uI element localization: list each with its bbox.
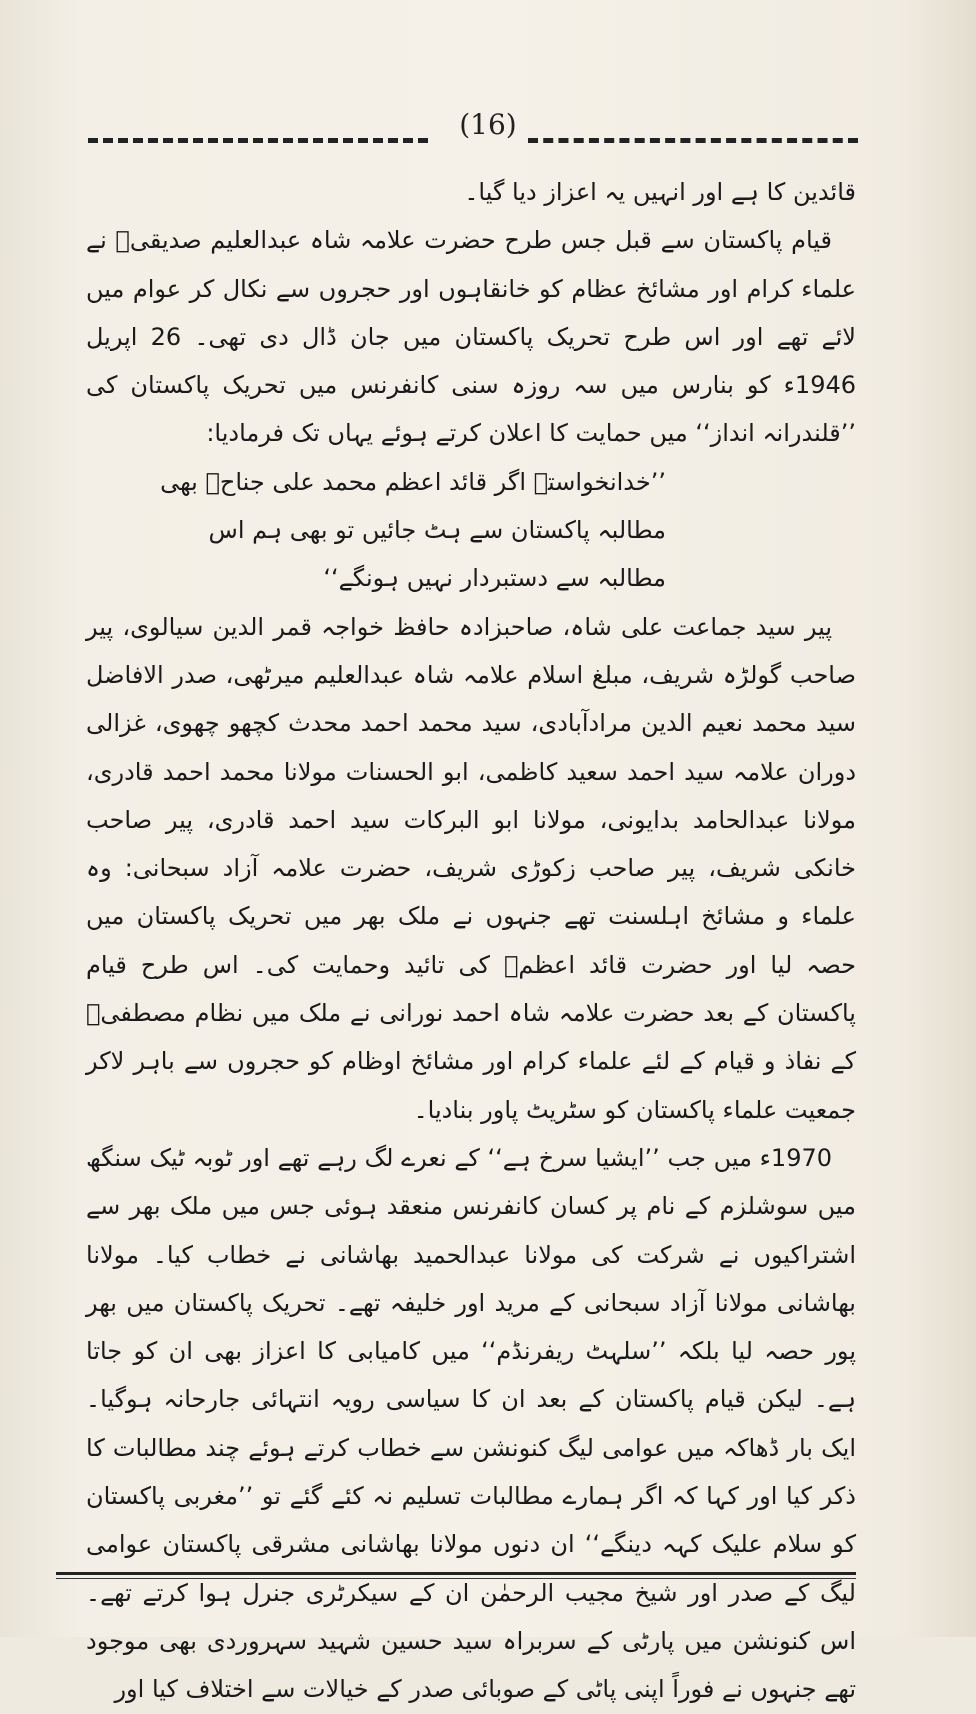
body-text	[86, 168, 856, 1714]
footer-rule-thin	[56, 1578, 856, 1579]
page-header	[88, 108, 858, 148]
header-rule-left	[88, 138, 428, 143]
page-number: (16)	[459, 108, 517, 141]
quote-line: ’’خدانخواستہ اگر قائد اعظم محمد علی جناحؒ بھی	[160, 467, 666, 496]
quote-line: مطالبہ پاکستان سے ہٹ جائیں تو بھی ہم اس	[208, 516, 666, 545]
header-rule-right	[528, 138, 858, 143]
paragraph: قائدین کا ہے اور انہیں یہ اعزاز دیا گیا۔	[464, 178, 856, 206]
quote-line: مطالبہ سے دستبردار نہیں ہونگے‘‘	[323, 564, 666, 593]
paragraph: پیر سید جماعت علی شاہ، صاحبزادہ حافظ خواجہ قمر الدین سیالوی، پیر صاحب گولڑہ شریف، مبلغ اسلام علامہ شاہ عبدالعلیم میرٹھی، صدر الافاضل سید محمد نعیم الدین مرادآبادی، سید محمد احمد محدث کچھو چھوی، غزالی دوران علامہ سید احمد سعید کاظمی، ابو الحسنات مولانا محمد احمد قادری، مولانا عبدالحامد بدایونی، مولانا ابو البرکات سید احمد قادری، پیر صاحب خانکی شریف، پیر صاحب زکوڑی شریف، حضرت علامہ آزاد سبحانی: وہ علماء و مشائخ اہلسنت تھے جنہوں نے ملک بھر میں تحریک پاکستان میں حصہ لیا اور حضرت قائد اعظمؒ کی تائید وحمایت کی۔ اس طرح قیام پاکستان کے بعد حضرت علامہ شاہ احمد نورانی نے ملک میں نظام مصطفیؐ کے نفاذ و قیام کے لئے علماء کرام اور مشائخ اوظام کو حجروں سے باہر لاکر جمعیت علماء پاکستان کو سٹریٹ پاور بنادیا۔	[86, 612, 856, 1124]
footer-rule	[56, 1572, 856, 1575]
paragraph: 1970ء میں جب ’’ایشیا سرخ ہے‘‘ کے نعرے لگ رہے تھے اور ٹوبہ ٹیک سنگھ میں سوشلزم کے نام پر کسان کانفرنس منعقد ہوئی جس میں ملک بھر سے اشتراکیوں نے شرکت کی مولانا عبدالحمید بھاشانی نے خطاب کیا۔ مولانا بھاشانی مولانا آزاد سبحانی کے مرید اور خلیفہ تھے۔ تحریک پاکستان میں بھر پور حصہ لیا بلکہ ’’سلہٹ ریفرنڈم‘‘ میں کامیابی کا اعزاز بھی ان کو جاتا ہے۔ لیکن قیام پاکستان کے بعد ان کا سیاسی رویہ انتہائی جارحانہ ہوگیا۔ ایک بار ڈھاکہ میں عوامی لیگ کنونشن سے خطاب کرتے ہوئے چند مطالبات کا ذکر کیا اور کہا کہ اگر ہمارے مطالبات تسلیم نہ کئے گئے تو ’’مغربی پاکستان کو سلام علیک کہہ دینگے‘‘ ان دنوں مولانا بھاشانی مشرقی پاکستان عوامی لیگ کے صدر اور شیخ مجیب الرحمٰن ان کے سیکرٹری جنرل ہوا کرتے تھے۔ اس کنونشن میں پارٹی کے سربراہ سید حسین شہید سہروردی بھی موجود تھے جنہوں نے فوراً اپنی پاٹی کے صوبائی صدر کے خیالات سے اختلاف کیا اور	[86, 1143, 856, 1704]
paragraph: قیام پاکستان سے قبل جس طرح حضرت علامہ شاہ عبدالعلیم صدیقیؒ نے علماء کرام اور مشائخ عظام کو خانقاہوں اور حجروں سے نکال کر عوام میں لائے تھے اور اس طرح تحریک پاکستان میں جان ڈال دی تھی۔ 26 اپریل 1946ء کو بنارس میں سہ روزہ سنی کانفرنس میں تحریک پاکستان کی ’’قلندرانہ انداز‘‘ میں حمایت کا اعلان کرتے ہوئے یہاں تک فرمادیا:	[86, 226, 856, 448]
